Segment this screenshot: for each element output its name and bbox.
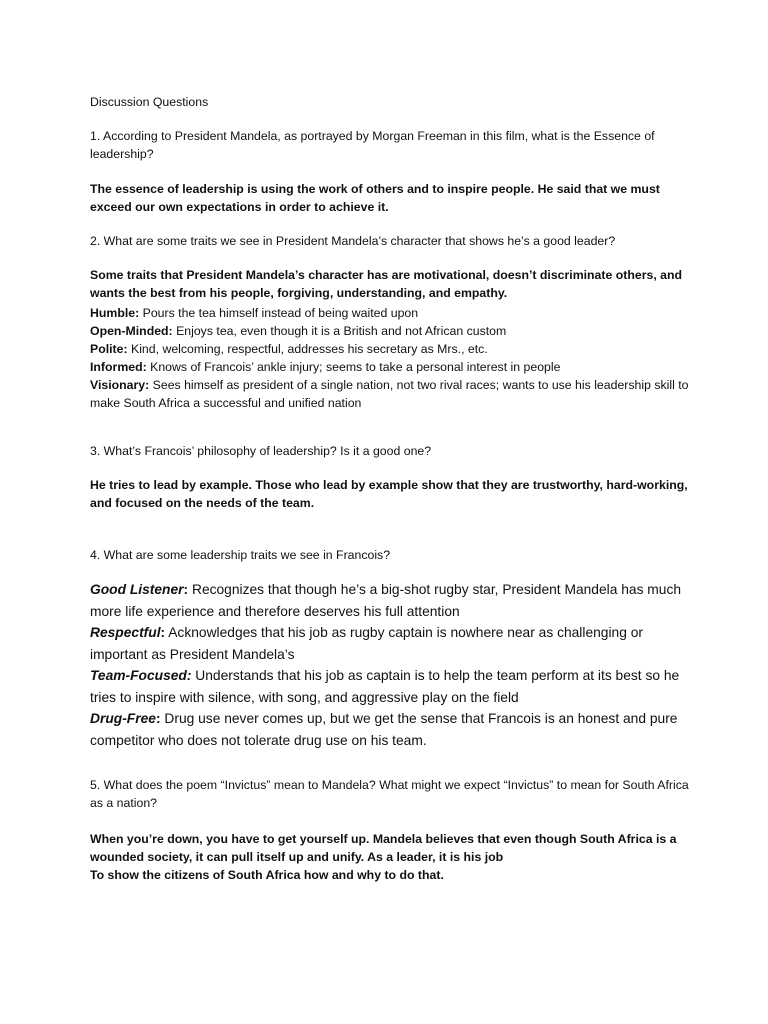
trait-informed — [90, 358, 690, 376]
document-title: Discussion Questions — [90, 95, 209, 109]
trait-text: Acknowledges that his job as rugby captain is nowhere near as challenging or important as President Mandela’s — [90, 625, 643, 662]
trait-text: Sees himself as president of a single nation, not two rival races; wants to use his leadership skill to make South Africa a successful and unified nation — [90, 378, 689, 410]
question-4: 4. What are some leadership traits we see in Francois? — [90, 548, 391, 562]
trait-text: Understands that his job as captain is to help the team perform at its best so he tries to inspire with silence, with song, and aggressive play on the field — [90, 668, 680, 705]
trait-label: Visionary: — [90, 378, 150, 392]
answer-2: Some traits that President Mandela’s character has are motivational, doesn’t discriminate others, and wants the best from his people, forgiving, understanding, and empathy. — [90, 268, 683, 300]
trait-label: Humble: — [90, 306, 140, 320]
trait-label: Open-Minded: — [90, 324, 173, 338]
answer-3: He tries to lead by example. Those who lead by example show that they are trustworthy, hard-working, and focused on the needs of the team. — [90, 478, 688, 510]
trait-polite — [90, 340, 690, 358]
mandela-traits-list — [90, 304, 690, 412]
question-5: 5. What does the poem “Invictus” mean to Mandela? What might we expect “Invictus” to mean for South Africa as a nation? — [90, 778, 689, 810]
trait-label: Polite: — [90, 342, 128, 356]
trait-label: Informed: — [90, 360, 147, 374]
francois-traits-list — [90, 579, 690, 751]
trait-open-minded — [90, 322, 690, 340]
trait-team-focused — [90, 665, 690, 708]
question-2: 2. What are some traits we see in President Mandela’s character that shows he’s a good leader? — [90, 234, 616, 248]
trait-separator: : — [155, 711, 161, 726]
trait-label: Team-Focused: — [90, 668, 192, 683]
trait-text: Drug use never comes up, but we get the sense that Francois is an honest and pure competitor who does not tolerate drug use on his team. — [90, 711, 678, 748]
answer-5-line: wounded society, it can pull itself up and unify. As a leader, it is his job — [90, 850, 504, 864]
answer-5 — [90, 830, 710, 884]
trait-label: Good Listener — [90, 582, 184, 597]
trait-text: Enjoys tea, even though it is a British and not African custom — [172, 324, 507, 338]
trait-humble — [90, 304, 690, 322]
answer-5-line: When you’re down, you have to get yourself up. Mandela believes that even though South Africa is a — [90, 832, 677, 846]
question-3: 3. What’s Francois’ philosophy of leadership? Is it a good one? — [90, 444, 432, 458]
trait-respectful — [90, 622, 690, 665]
trait-drug-free — [90, 708, 690, 751]
trait-good-listener — [90, 579, 690, 622]
trait-text: Kind, welcoming, respectful, addresses his secretary as Mrs., etc. — [127, 342, 488, 356]
trait-text: Pours the tea himself instead of being waited upon — [139, 306, 419, 320]
trait-label: Respectful — [90, 625, 161, 640]
trait-text: Knows of Francois’ ankle injury; seems to take a personal interest in people — [146, 360, 561, 374]
trait-separator: : — [183, 582, 189, 597]
trait-visionary — [90, 376, 690, 412]
question-1: 1. According to President Mandela, as portrayed by Morgan Freeman in this film, what is the Essence of leadership? — [90, 129, 655, 161]
trait-text: Recognizes that though he’s a big-shot rugby star, President Mandela has much more life experience and therefore deserves his full attention — [90, 582, 682, 619]
answer-5-line: To show the citizens of South Africa how and why to do that. — [90, 868, 444, 882]
answer-1: The essence of leadership is using the work of others and to inspire people. He said that we must exceed our own expectations in order to achieve it. — [90, 182, 660, 214]
trait-label: Drug-Free — [90, 711, 156, 726]
trait-separator: : — [160, 625, 166, 640]
